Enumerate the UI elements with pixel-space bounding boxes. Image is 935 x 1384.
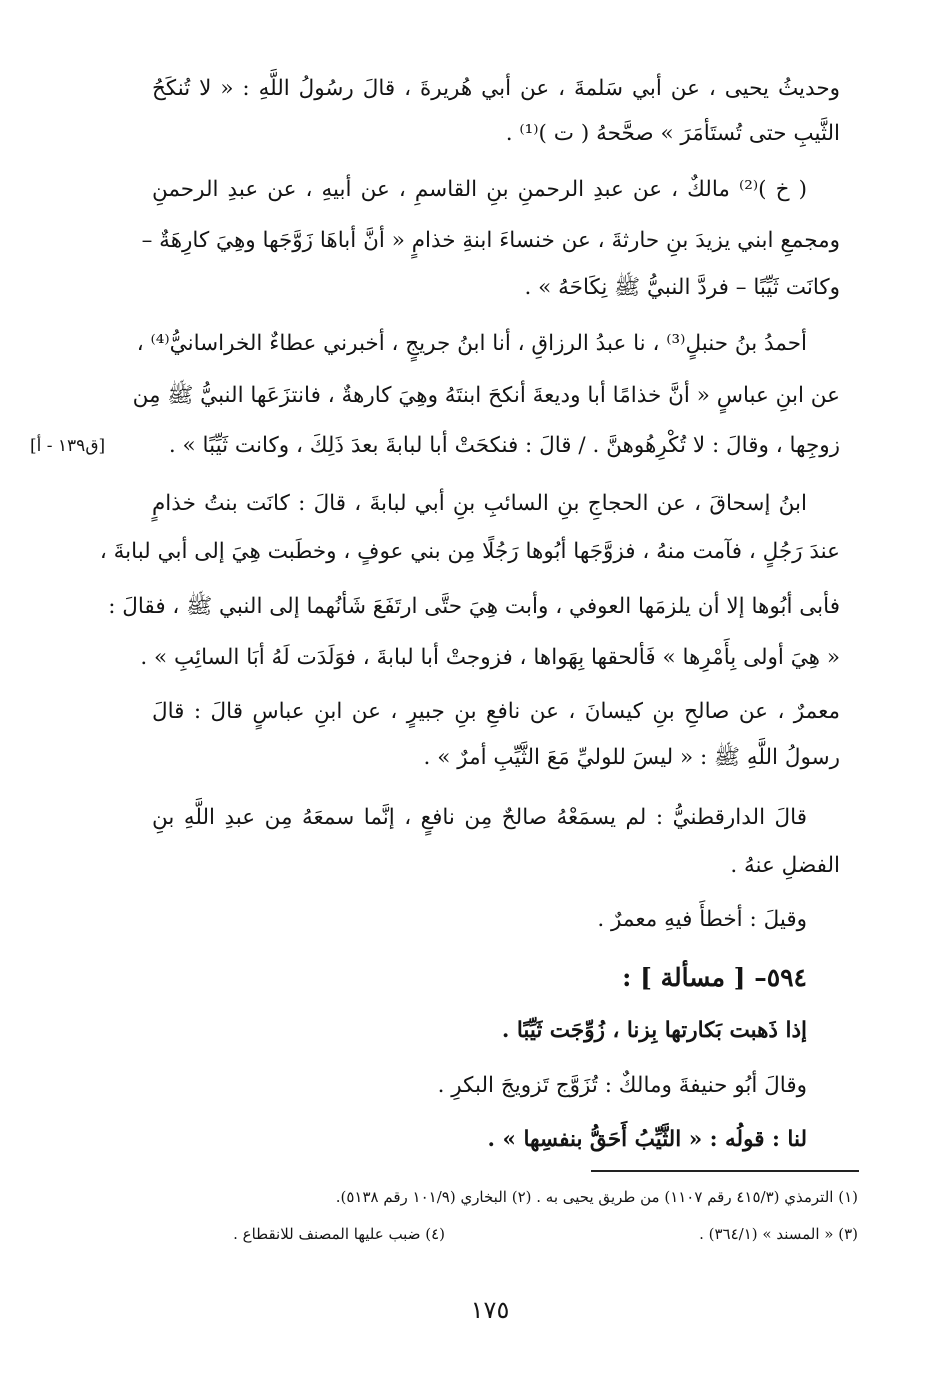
body-line: وقيلَ : أخطأَ فيهِ معمرٌ . <box>597 907 807 932</box>
body-line: فأبى أبُوها إلا أن يلزمَها العوفي ، وأبت هِيَ حتَّى ارتَفَعَ شَأنُهما إلى النبي ﷺ ، فقالَ : <box>108 594 840 619</box>
page-number: ١٧٥ <box>470 1296 510 1324</box>
issue-heading: ٥٩٤– [ مسألة ] : <box>622 963 807 992</box>
body-line: معمرٌ ، عن صالحِ بنِ كيسانَ ، عن نافعِ بنِ جبيرٍ ، عن ابنِ عباسٍ قالَ : قالَ <box>152 699 840 724</box>
body-line: وقالَ أبُو حنيفةَ ومالكٌ : تُزَوَّج تَزويجَ البكرِ . <box>437 1073 807 1098</box>
body-line: عندَ رَجُلٍ ، فآمت منهُ ، فزوَّجَها أبُوها رَجُلًا مِن بني عوفٍ ، وخطَبت هِيَ إلى أبي لبابةَ ، <box>99 539 840 564</box>
footnote-line: (١) الترمذي (٤١٥/٣ رقم ١١٠٧) من طريق يحيى به . (٢) البخاري (١٠١/٩ رقم ٥١٣٨). <box>335 1188 858 1206</box>
body-line: ابنُ إسحاقَ ، عن الحجاجِ بنِ السائبِ بنِ أبي لبابةَ ، قالَ : كانَت بنتُ خذامٍ <box>152 491 807 516</box>
body-line: ومجمعِ ابني يزيدَ بنِ حارثةَ ، عن خنساءَ ابنةِ خذامٍ « أنَّ أباهَا زَوَّجَها وهِيَ كارِهَةٌ – <box>141 228 840 253</box>
body-line: الثَّيبِ حتى تُستَأمَرَ » صحَّحهُ ( ت )⁽¹⁾ . <box>505 121 840 146</box>
body-line: قالَ الدارقطنيُّ : لم يسمَعْهُ صالحٌ مِن نافعٍ ، إنَّما سمعَهُ مِن عبدِ اللَّهِ بنِ <box>152 805 807 830</box>
body-line: الفضلِ عنهُ . <box>730 853 840 878</box>
body-line: لنا : قولُه : « الثَّيِّبُ أَحَقُّ بنفسِها » . <box>487 1127 807 1152</box>
body-line: وحديثُ يحيى ، عن أبي سَلمةَ ، عن أبي هُريرةَ ، قالَ رسُولُ اللَّهِ : « لا تُنكَحُ <box>152 76 840 101</box>
body-line: عن ابنِ عباسٍ « أنَّ خذامًا أبا وديعةَ أنكحَ ابنتَهُ وهِيَ كارهةٌ ، فانتزَعَها النبيُّ ﷺ مِن <box>132 383 840 408</box>
footnote-4: (٤) ضبب عليها المصنف للانقطاع . <box>233 1225 445 1243</box>
body-line: وكانَت ثَيِّبًا – فردَّ النبيُّ ﷺ نِكَاحَهُ » . <box>524 275 840 300</box>
body-line: زوجِها ، وقالَ : لا تُكْرِهُوهنَّ . / قالَ : فنكحَتْ أبا لبابةَ بعدَ ذَلِكَ ، وكانت ثَيِّبًا » . <box>168 433 840 458</box>
body-line: ( خ )⁽²⁾ مالكٌ ، عن عبدِ الرحمنِ بنِ القاسمِ ، عن أبيهِ ، عن عبدِ الرحمنِ <box>152 177 807 202</box>
body-line: رسولُ اللَّهِ ﷺ : « ليسَ للوليِّ مَعَ الثَّيِّبِ أمرٌ » . <box>423 745 840 770</box>
issue-statement: إذا ذَهبت بَكارتها بِزنا ، زُوِّجَت ثَيِّبًا . <box>501 1018 807 1043</box>
body-line: « هِيَ أولى بِأَمْرِها » فَألحقها بِهَواها ، فزوجتْ أبا لبابةَ ، فوَلَدَت لَهُ أبَا السائِبِ » . <box>140 645 840 670</box>
manuscript-folio-marker: [ق١٣٩ - أ] <box>30 436 106 456</box>
footnote-3: (٣) « المسند » (٣٦٤/١) . <box>699 1225 858 1243</box>
body-line: أحمدُ بنُ حنبلٍ⁽³⁾ ، نا عبدُ الرزاقِ ، أنا ابنُ جريجٍ ، أخبرني عطاءٌ الخراسانيُّ⁽⁴⁾ ، <box>136 331 807 356</box>
footnote-separator <box>591 1170 859 1172</box>
